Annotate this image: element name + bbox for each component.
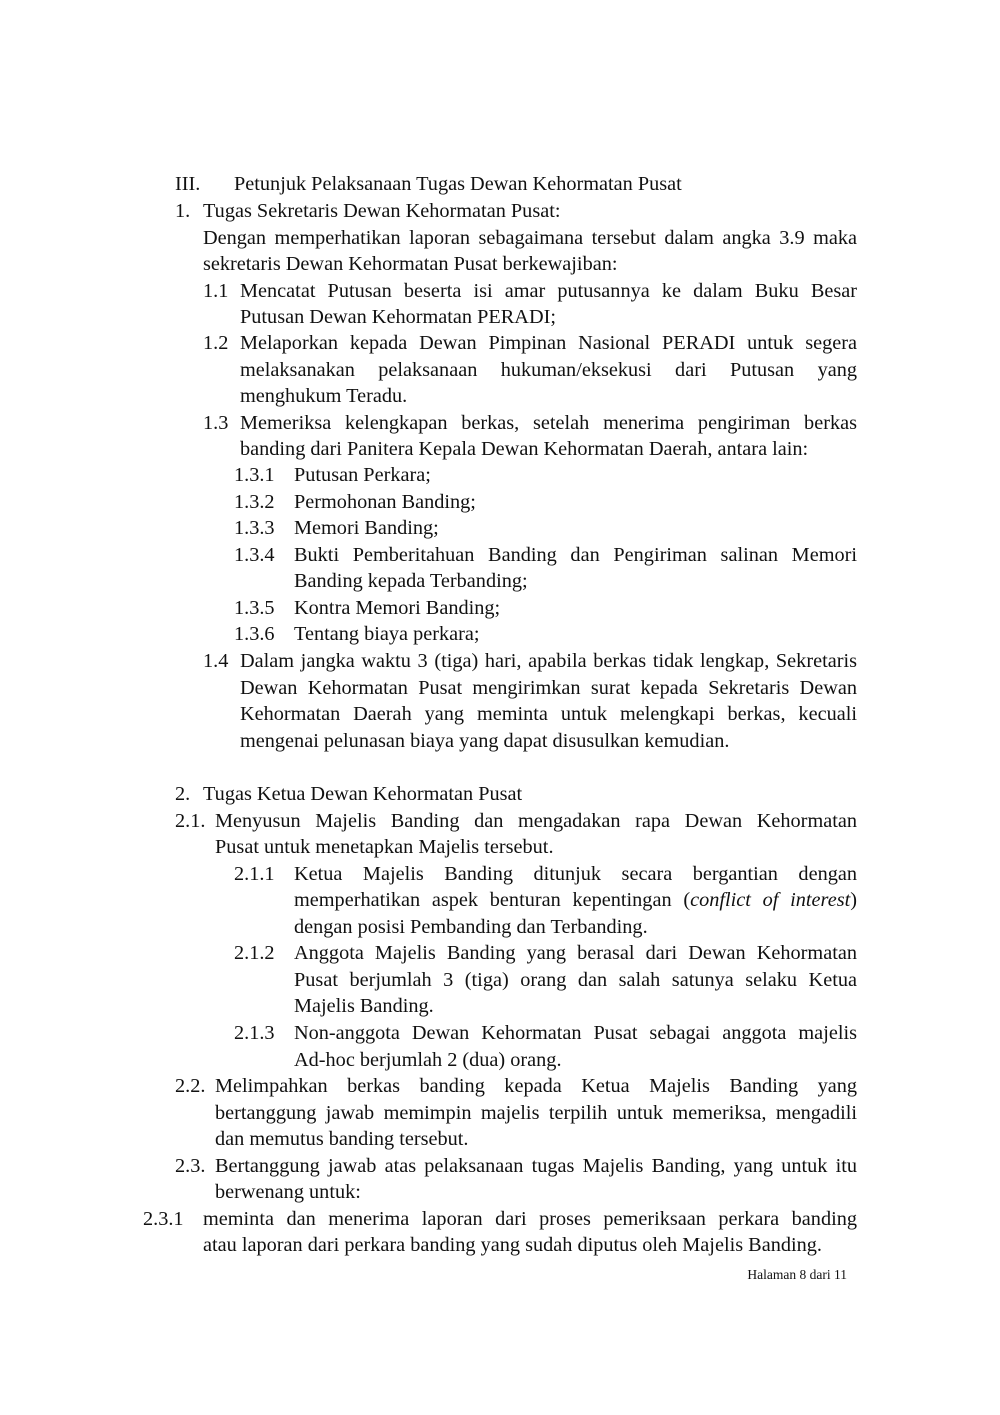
item2-number: 2. [175, 783, 191, 805]
subsubitem-number: 2.1.3 [234, 1022, 275, 1044]
subitem-number: 2.1. [175, 810, 206, 832]
subitem-text-line: mengenai pelunasan biaya yang dapat disusulkan kemudian. [240, 730, 730, 752]
subitem-text-line: berwenang untuk: [215, 1181, 361, 1203]
subsubitem-number: 1.3.6 [234, 623, 275, 645]
subitem-text-line: Dewan Kehormatan Pusat mengirimkan surat kepada Sekretaris Dewan [240, 677, 857, 699]
subsubitem-text-line: Pusat berjumlah 3 (tiga) orang dan salah satunya selaku Ketua [294, 969, 857, 991]
subsubitem-text-line: Ad-hoc berjumlah 2 (dua) orang. [294, 1049, 562, 1071]
item2-title: Tugas Ketua Dewan Kehormatan Pusat [203, 783, 523, 805]
page-number-footer: Halaman 8 dari 11 [747, 1267, 847, 1282]
subsubitem-text-line: Putusan Perkara; [294, 464, 431, 486]
subitem-text-line: Dalam jangka waktu 3 (tiga) hari, apabila berkas tidak lengkap, Sekretaris [240, 650, 857, 672]
subsubitem-text-line: Memori Banding; [294, 517, 439, 539]
subitem-number: 1.1 [203, 280, 229, 302]
subitem-number: 1.2 [203, 332, 229, 354]
subsubitem-text-line: Banding kepada Terbanding; [294, 570, 528, 592]
subsubitem-number: 1.3.5 [234, 597, 275, 619]
subsubitem-number: 2.3.1 [143, 1208, 184, 1230]
subsubitem-text-line: Anggota Majelis Banding yang berasal dari Dewan Kehormatan [294, 942, 857, 964]
subitem-text-line: Mencatat Putusan beserta isi amar putusannya ke dalam Buku Besar [240, 280, 857, 302]
subitem-text-line: Pusat untuk menetapkan Majelis tersebut. [215, 836, 554, 858]
subitem-text-line: Melaporkan kepada Dewan Pimpinan Nasional PERADI untuk segera [240, 332, 857, 354]
section-number: III. [175, 173, 201, 195]
subsubitem-text-line: atau laporan dari perkara banding yang sudah diputus oleh Majelis Banding. [203, 1234, 822, 1256]
subitem-number: 2.3. [175, 1155, 206, 1177]
item1-number: 1. [175, 200, 191, 222]
subsubitem-number: 1.3.3 [234, 517, 275, 539]
item1-intro-line: sekretaris Dewan Kehormatan Pusat berkewajiban: [203, 253, 618, 275]
subsubitem-text-line: Permohonan Banding; [294, 491, 476, 513]
subsubitem-number: 1.3.2 [234, 491, 275, 513]
subitem-text-line: Melimpahkan berkas banding kepada Ketua Majelis Banding yang [215, 1075, 857, 1097]
subitem-text-line: bertanggung jawab memimpin majelis terpilih untuk memeriksa, mengadili [215, 1102, 857, 1124]
subsubitem-text-line: meminta dan menerima laporan dari proses pemeriksaan perkara banding [203, 1208, 857, 1230]
conflict-of-interest-phrase: conflict of interest [690, 889, 851, 911]
subsubitem-text-line: Bukti Pemberitahuan Banding dan Pengiriman salinan Memori [294, 544, 857, 566]
item1-title: Tugas Sekretaris Dewan Kehormatan Pusat: [203, 200, 561, 222]
subitem-text-line: Memeriksa kelengkapan berkas, setelah menerima pengiriman berkas [240, 412, 857, 434]
subsubitem-number: 1.3.4 [234, 544, 275, 566]
subitem-number: 1.4 [203, 650, 229, 672]
subitem-text-line: Bertanggung jawab atas pelaksanaan tugas Majelis Banding, yang untuk itu [215, 1155, 857, 1177]
subsubitem-text-line: Non-anggota Dewan Kehormatan Pusat sebagai anggota majelis [294, 1022, 857, 1044]
item1-intro-line: Dengan memperhatikan laporan sebagaimana tersebut dalam angka 3.9 maka [203, 227, 857, 249]
subsubitem-number: 1.3.1 [234, 464, 275, 486]
subsubitem-text-line: memperhatikan aspek benturan kepentingan (conflict of interest) [294, 889, 857, 911]
subsubitem-text-line: Tentang biaya perkara; [294, 623, 480, 645]
subsubitem-number: 2.1.1 [234, 863, 275, 885]
subsubitem-number: 2.1.2 [234, 942, 275, 964]
subitem-text-line: menghukum Teradu. [240, 385, 408, 407]
subitem-text-line: melaksanakan pelaksanaan hukuman/eksekusi dari Putusan yang [240, 359, 857, 381]
subsubitem-text-line: Kontra Memori Banding; [294, 597, 501, 619]
subitem-number: 2.2. [175, 1075, 206, 1097]
subitem-text-line: Kehormatan Daerah yang meminta untuk melengkapi berkas, kecuali [240, 703, 857, 725]
subsubitem-text-line: Ketua Majelis Banding ditunjuk secara bergantian dengan [294, 863, 857, 885]
subitem-text-line: Putusan Dewan Kehormatan PERADI; [240, 306, 556, 328]
subsubitem-text-line: Majelis Banding. [294, 995, 434, 1017]
subitem-text-line: banding dari Panitera Kepala Dewan Kehormatan Daerah, antara lain: [240, 438, 809, 460]
section-title: Petunjuk Pelaksanaan Tugas Dewan Kehormatan Pusat [234, 173, 682, 195]
subsubitem-text-line: dengan posisi Pembanding dan Terbanding. [294, 916, 648, 938]
subitem-text-line: dan memutus banding tersebut. [215, 1128, 469, 1150]
subitem-number: 1.3 [203, 412, 229, 434]
subitem-text-line: Menyusun Majelis Banding dan mengadakan rapa Dewan Kehormatan [215, 810, 857, 832]
